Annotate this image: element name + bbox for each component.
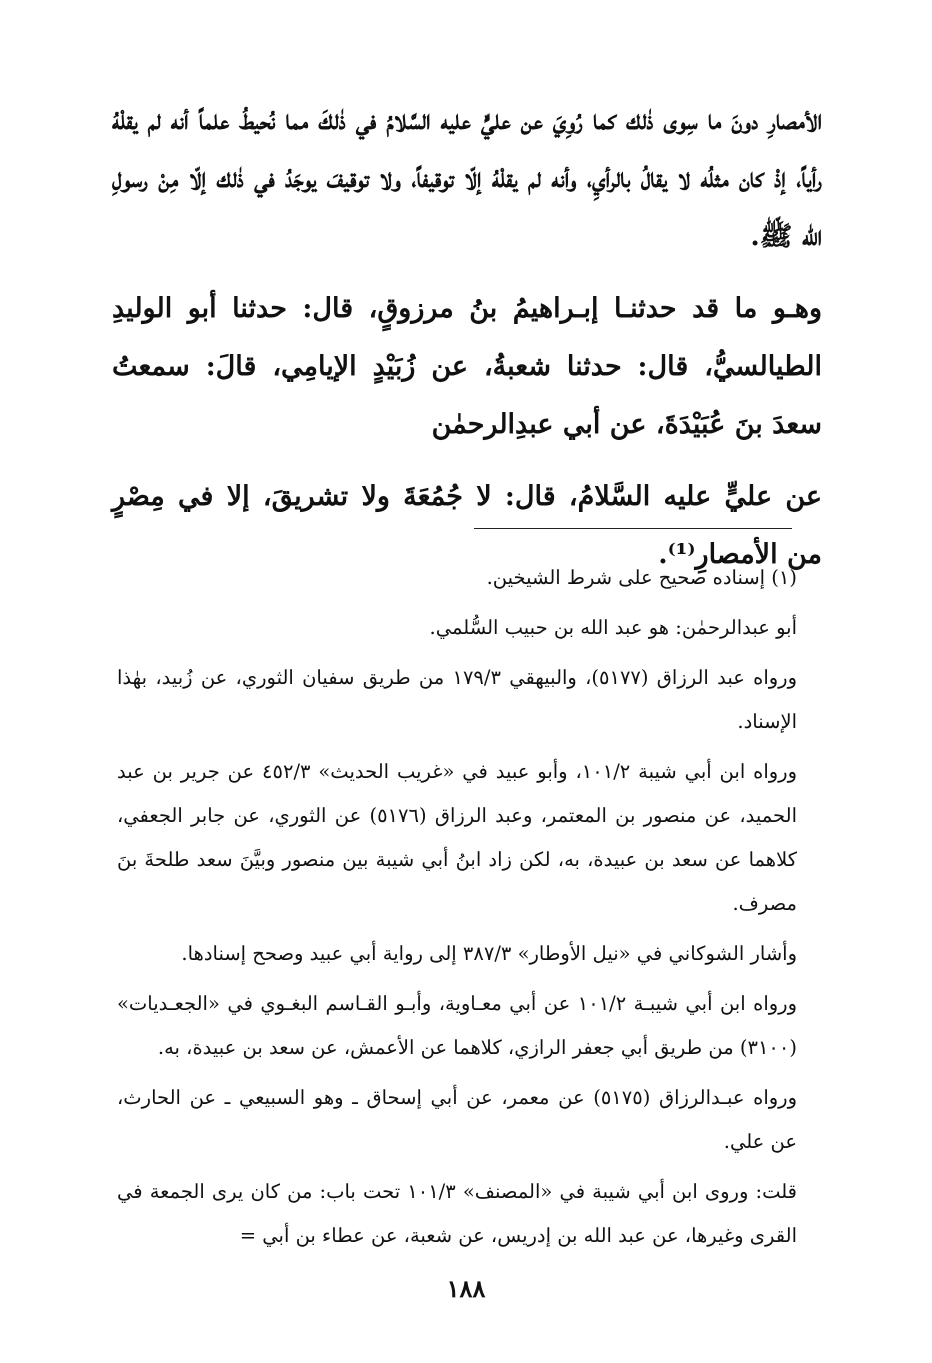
footnote-line-4: ورواه ابن أبي شيبة ١٠١/٢، وأبو عبيد في «غريب الحديث» ٤٥٢/٣ عن جرير بن عبد الحميد، عن منصور بن المعتمر، وعبد الرزاق (٥١٧٦) عن الثوري، عن جابر الجعفي، كلاهما عن سعد بن عبيدة، به، لكن زاد ابنُ أبي شيبة بين منصور وبيَّنَ سعد طلحةَ بنَ مصرف. xyxy=(117,760,798,915)
footnote-line-2: أبو عبدالرحمٰن: هو عبد الله بن حبيب السُّلمي. xyxy=(429,616,797,639)
footnote-line-7: ورواه عبـدالرزاق (٥١٧٥) عن معمر، عن أبي إسحاق ـ وهو السبيعي ـ عن الحارث، عن علي. xyxy=(117,1086,797,1153)
page-number: ١٨٨ xyxy=(446,1274,486,1303)
footnote-1: (١) إسناده صحيح على شرط الشيخين. xyxy=(486,566,797,589)
main-text xyxy=(112,92,822,598)
main-paragraph-3: عن عليٍّ عليه السَّلامُ، قال: لا جُمُعَةَ ولا تشريقَ، إلا في مِصْرٍ من الأمصارِ⁽¹⁾. xyxy=(112,481,822,570)
footnote-line-6: ورواه ابن أبي شيبـة ١٠١/٢ عن أبي معـاوية، وأبـو القـاسم البغـوي في «الجعـديات» (٣١٠٠) من طريق أبي جعفر الرازي، كلاهما عن الأعمش، عن سعد بن عبيدة، به. xyxy=(117,992,797,1059)
main-paragraph-1: الأمصارِ دونَ ما سِوى ذٰلك كما رُوِيَ عن عليٍّ عليه السَّلامُ في ذٰلكَ مما نُحيطُ علماً أنه لم يقلْهُ رأياً، إذْ كان مثلُه لا يقالُ بالرأيِ، وأنه لم يقلْهُ إلّا توقيفاً، ولا توقيفَ يوجَدُ في ذٰلك إلّا مِنْ رسولِ الله ﷺ. xyxy=(112,105,822,252)
footnote-line-3: ورواه عبد الرزاق (٥١٧٧)، والبيهقي ١٧٩/٣ من طريق سفيان الثوري، عن زُبيد، بهٰذا الإسناد. xyxy=(117,666,797,733)
main-paragraph-2: وهـو ما قد حدثنـا إبـراهيمُ بنُ مرزوقٍ، قال: حدثنا أبو الوليدِ الطيالسيُّ، قال: حدثنا شعبةُ، عن زُبَيْدٍ الإيامِي، قالَ: سمعتُ سعدَ بنَ عُبَيْدَةَ، عن أبي عبدِالرحمٰن xyxy=(112,293,822,440)
footnotes xyxy=(117,556,797,1264)
footnote-separator xyxy=(474,528,792,529)
footnote-line-8: قلت: وروى ابن أبي شيبة في «المصنف» ١٠١/٣ تحت باب: من كان يرى الجمعة في القرى وغيرها، عن عبد الله بن إدريس، عن شعبة، عن عطاء بن أبي = xyxy=(117,1180,797,1247)
footnote-line-5: وأشار الشوكاني في «نيل الأوطار» ٣٨٧/٣ إلى رواية أبي عبيد وصحح إسنادها. xyxy=(181,942,797,965)
